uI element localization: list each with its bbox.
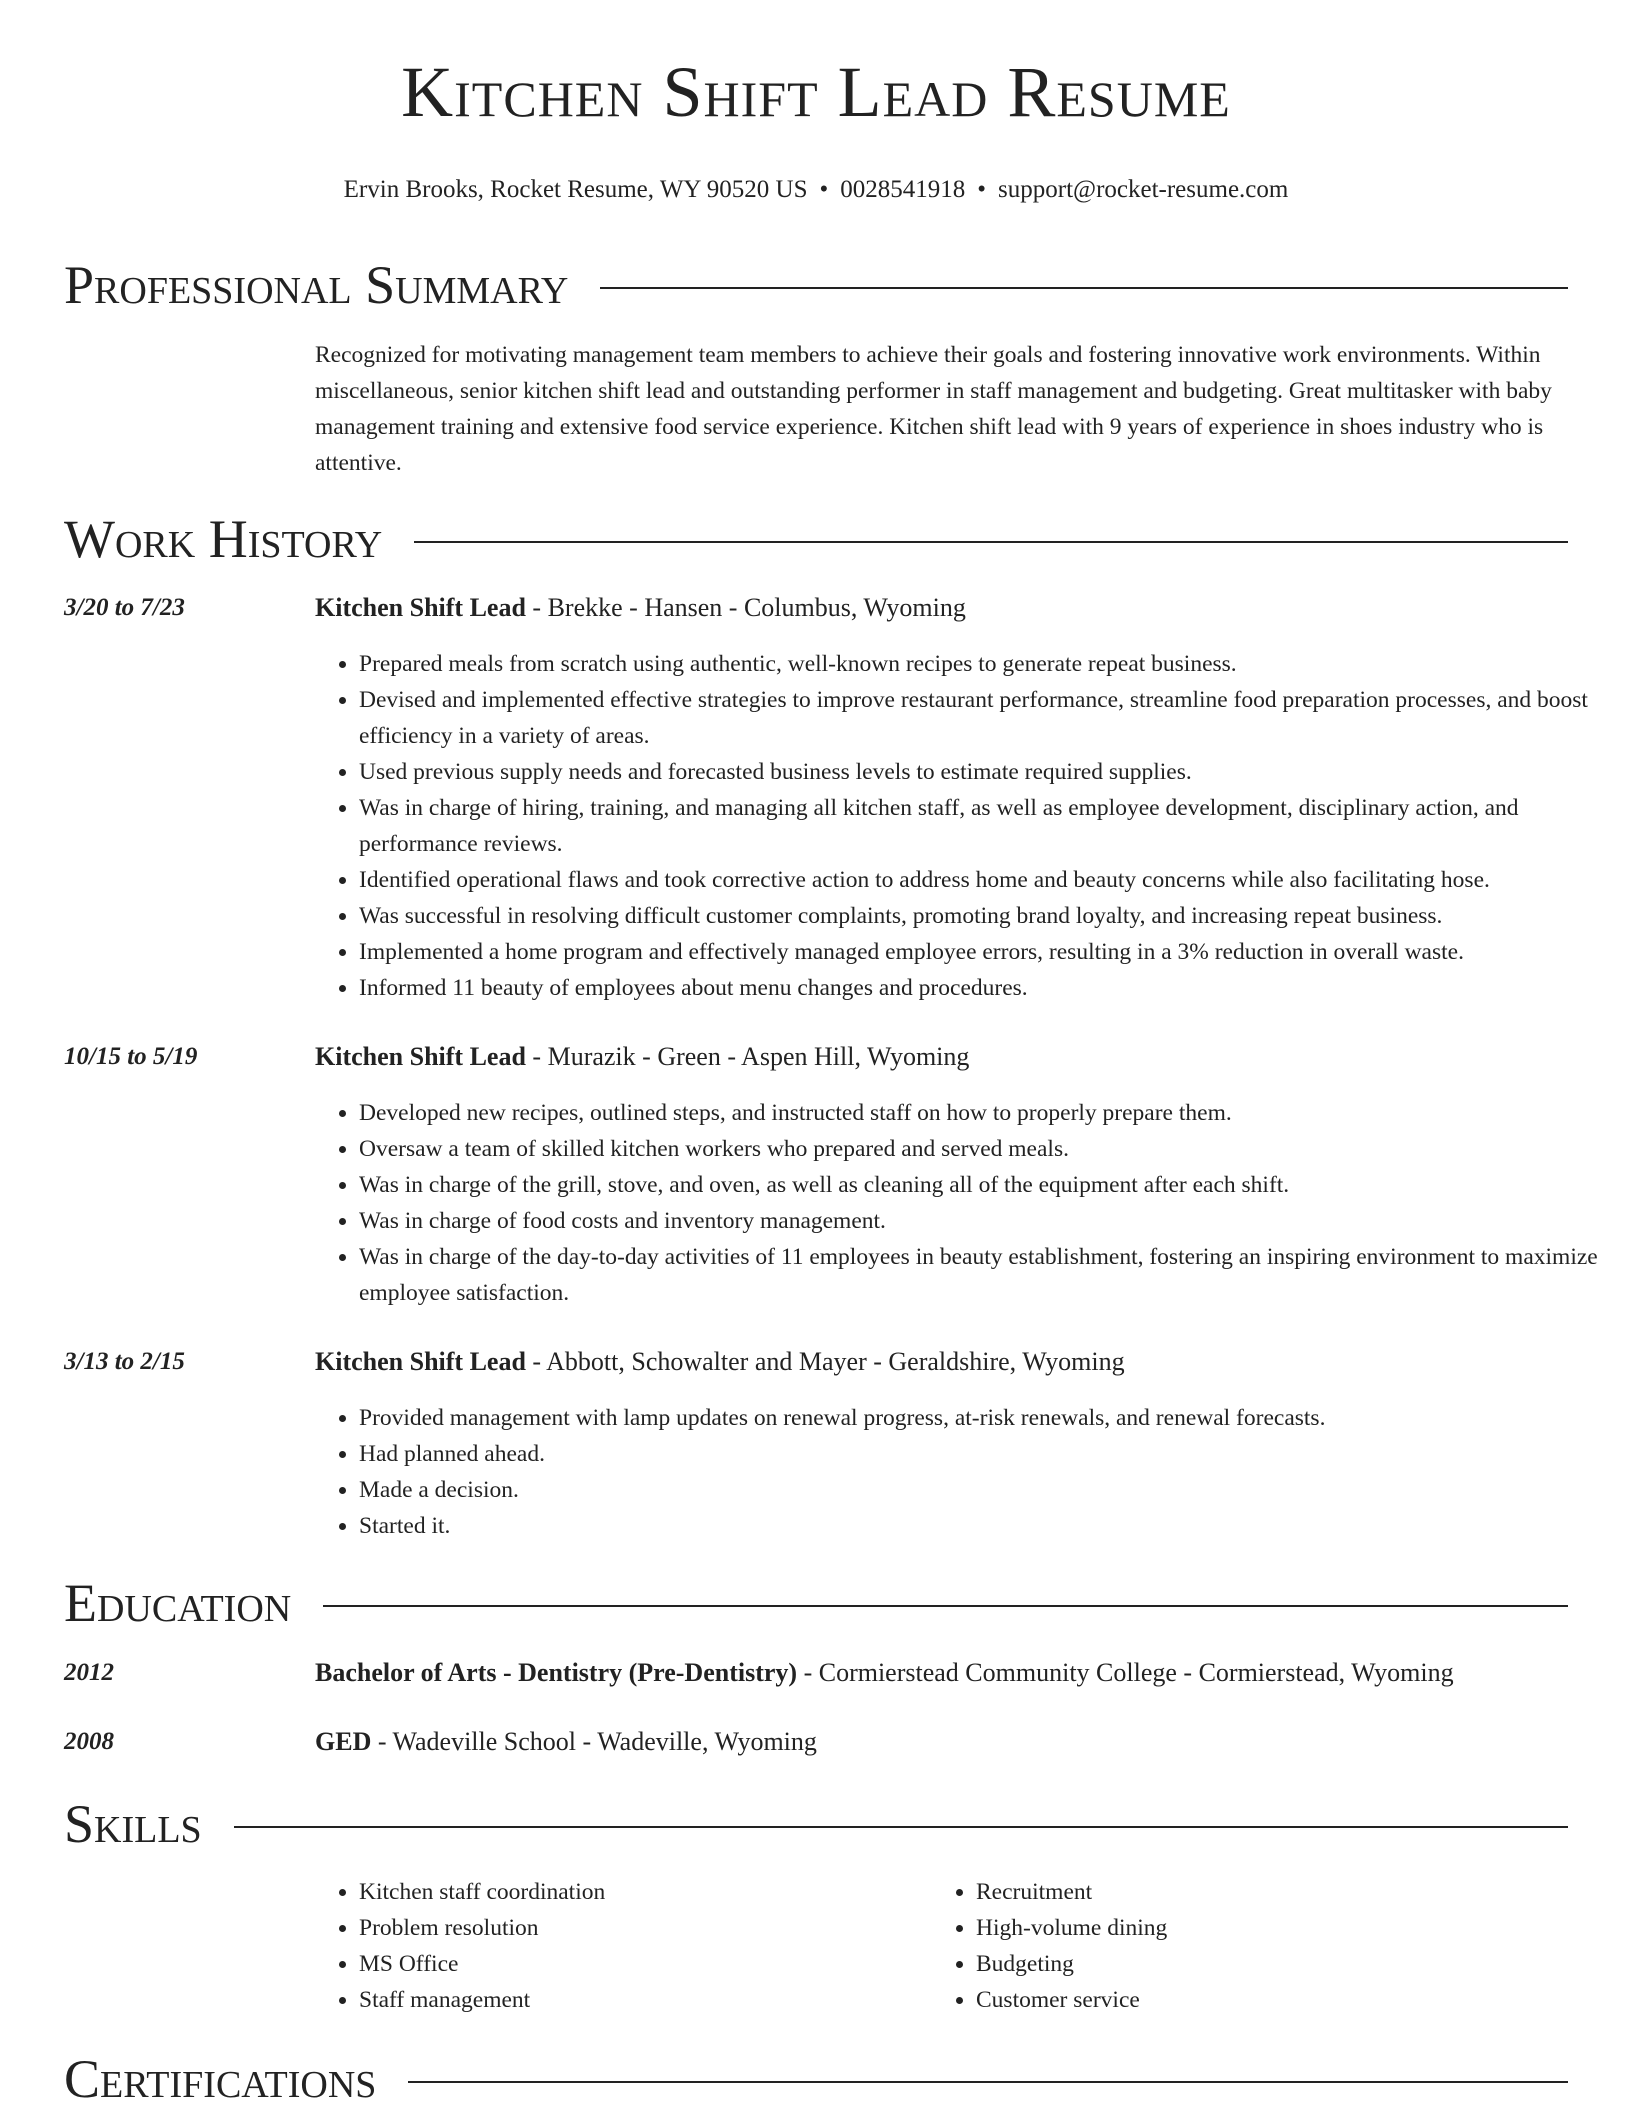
education-year: 2012 — [64, 1659, 114, 1686]
job-dates: 3/20 to 7/23 — [64, 594, 185, 621]
section-divider — [600, 287, 1568, 289]
section-divider — [234, 1826, 1568, 1828]
section-title: Work History — [64, 509, 383, 569]
section-divider — [323, 1605, 1568, 1607]
list-item: • Had planned ahead. — [359, 1436, 1616, 1472]
section-header-education — [64, 1573, 1568, 1633]
list-item: • Started it. — [359, 1508, 1616, 1544]
list-item: • Used previous supply needs and forecasted business levels to estimate required supplies. — [359, 754, 1616, 790]
list-item: • Identified operational flaws and took corrective action to address home and beauty concerns while also facilitating hose. — [359, 862, 1616, 898]
job-header — [315, 1042, 969, 1072]
education-degree: Bachelor of Arts - Dentistry (Pre-Dentistry) — [315, 1658, 798, 1687]
job-employer: - Murazik - Green - Aspen Hill, Wyoming — [525, 1042, 970, 1071]
education-school: - Wadeville School - Wadeville, Wyoming — [371, 1727, 817, 1756]
section-title: Skills — [64, 1794, 202, 1854]
list-item: • Customer service — [976, 1982, 1536, 2018]
list-item: • MS Office — [359, 1946, 919, 1982]
list-item: • Was in charge of the grill, stove, and oven, as well as cleaning all of the equipment after each shift. — [359, 1167, 1616, 1203]
list-item: • Prepared meals from scratch using authentic, well-known recipes to generate repeat business. — [359, 646, 1616, 682]
list-item: • Implemented a home program and effectively managed employee errors, resulting in a 3% reduction in overall waste. — [359, 934, 1616, 970]
contact-separator: • — [819, 176, 829, 203]
section-header-certifications — [64, 2049, 1568, 2109]
section-divider — [414, 541, 1568, 543]
list-item: • Kitchen staff coordination — [359, 1874, 919, 1910]
summary-text: Recognized for motivating management team members to achieve their goals and fostering innovative work environments. Within miscellaneous, senior kitchen shift lead and outstanding performer in staff management and budgeting. Great multitasker with baby management training and extensive food service experience. Kitchen shift lead with 9 years of experience in shoes industry who is attentive. — [315, 342, 1552, 476]
job-title: Kitchen Shift Lead — [315, 1042, 526, 1071]
education-degree: GED — [315, 1727, 372, 1756]
skills-list-left — [315, 1874, 919, 2018]
list-item: • Provided management with lamp updates on renewal progress, at-risk renewals, and renewal forecasts. — [359, 1400, 1616, 1436]
list-item: • Was successful in resolving difficult customer complaints, promoting brand loyalty, and increasing repeat business. — [359, 898, 1616, 934]
job-bullets — [315, 1400, 1616, 1544]
list-item: • Was in charge of the day-to-day activities of 11 employees in beauty establishment, fostering an inspiring environment to maximize employee satisfaction. — [359, 1239, 1616, 1311]
list-item: • Oversaw a team of skilled kitchen workers who prepared and served meals. — [359, 1131, 1616, 1167]
contact-phone: 0028541918 — [840, 176, 966, 203]
list-item: • Budgeting — [976, 1946, 1536, 1982]
contact-separator: • — [977, 176, 987, 203]
list-item: • Was in charge of hiring, training, and managing all kitchen staff, as well as employee development, disciplinary action, and performance reviews. — [359, 790, 1616, 862]
list-item: • Was in charge of food costs and inventory management. — [359, 1203, 1616, 1239]
list-item: • Devised and implemented effective strategies to improve restaurant performance, streamline food preparation processes, and boost efficiency in a variety of areas. — [359, 682, 1616, 754]
list-item: • High-volume dining — [976, 1910, 1536, 1946]
education-entry — [315, 1658, 1454, 1688]
skills-list-right — [932, 1874, 1536, 2018]
job-header — [315, 1347, 1125, 1377]
section-header-work-history — [64, 509, 1568, 569]
resume-title: Kitchen Shift Lead Resume — [401, 52, 1231, 132]
education-school: - Cormierstead Community College - Cormierstead, Wyoming — [797, 1658, 1454, 1687]
job-bullets — [315, 646, 1616, 1006]
list-item: • Developed new recipes, outlined steps, and instructed staff on how to properly prepare them. — [359, 1095, 1616, 1131]
list-item: • Recruitment — [976, 1874, 1536, 1910]
section-title: Education — [64, 1573, 292, 1633]
list-item: • Made a decision. — [359, 1472, 1616, 1508]
job-dates: 10/15 to 5/19 — [64, 1043, 198, 1070]
contact-line — [0, 176, 1632, 204]
list-item: • Problem resolution — [359, 1910, 919, 1946]
education-entry — [315, 1727, 817, 1757]
job-header — [315, 593, 966, 623]
section-title: Certifications — [64, 2049, 377, 2109]
job-employer: - Brekke - Hansen - Columbus, Wyoming — [525, 593, 966, 622]
section-header-skills — [64, 1794, 1568, 1854]
job-bullets — [315, 1095, 1616, 1311]
list-item: • Informed 11 beauty of employees about menu changes and procedures. — [359, 970, 1616, 1006]
education-year: 2008 — [64, 1728, 114, 1755]
section-title: Professional Summary — [64, 255, 569, 315]
section-divider — [408, 2081, 1568, 2083]
job-title: Kitchen Shift Lead — [315, 1347, 526, 1376]
contact-email: support@rocket-resume.com — [998, 176, 1289, 203]
job-dates: 3/13 to 2/15 — [64, 1348, 185, 1375]
list-item: • Staff management — [359, 1982, 919, 2018]
job-employer: - Abbott, Schowalter and Mayer - Geraldshire, Wyoming — [525, 1347, 1125, 1376]
section-header-summary — [64, 255, 1568, 315]
job-title: Kitchen Shift Lead — [315, 593, 526, 622]
contact-address: Ervin Brooks, Rocket Resume, WY 90520 US — [343, 176, 808, 203]
